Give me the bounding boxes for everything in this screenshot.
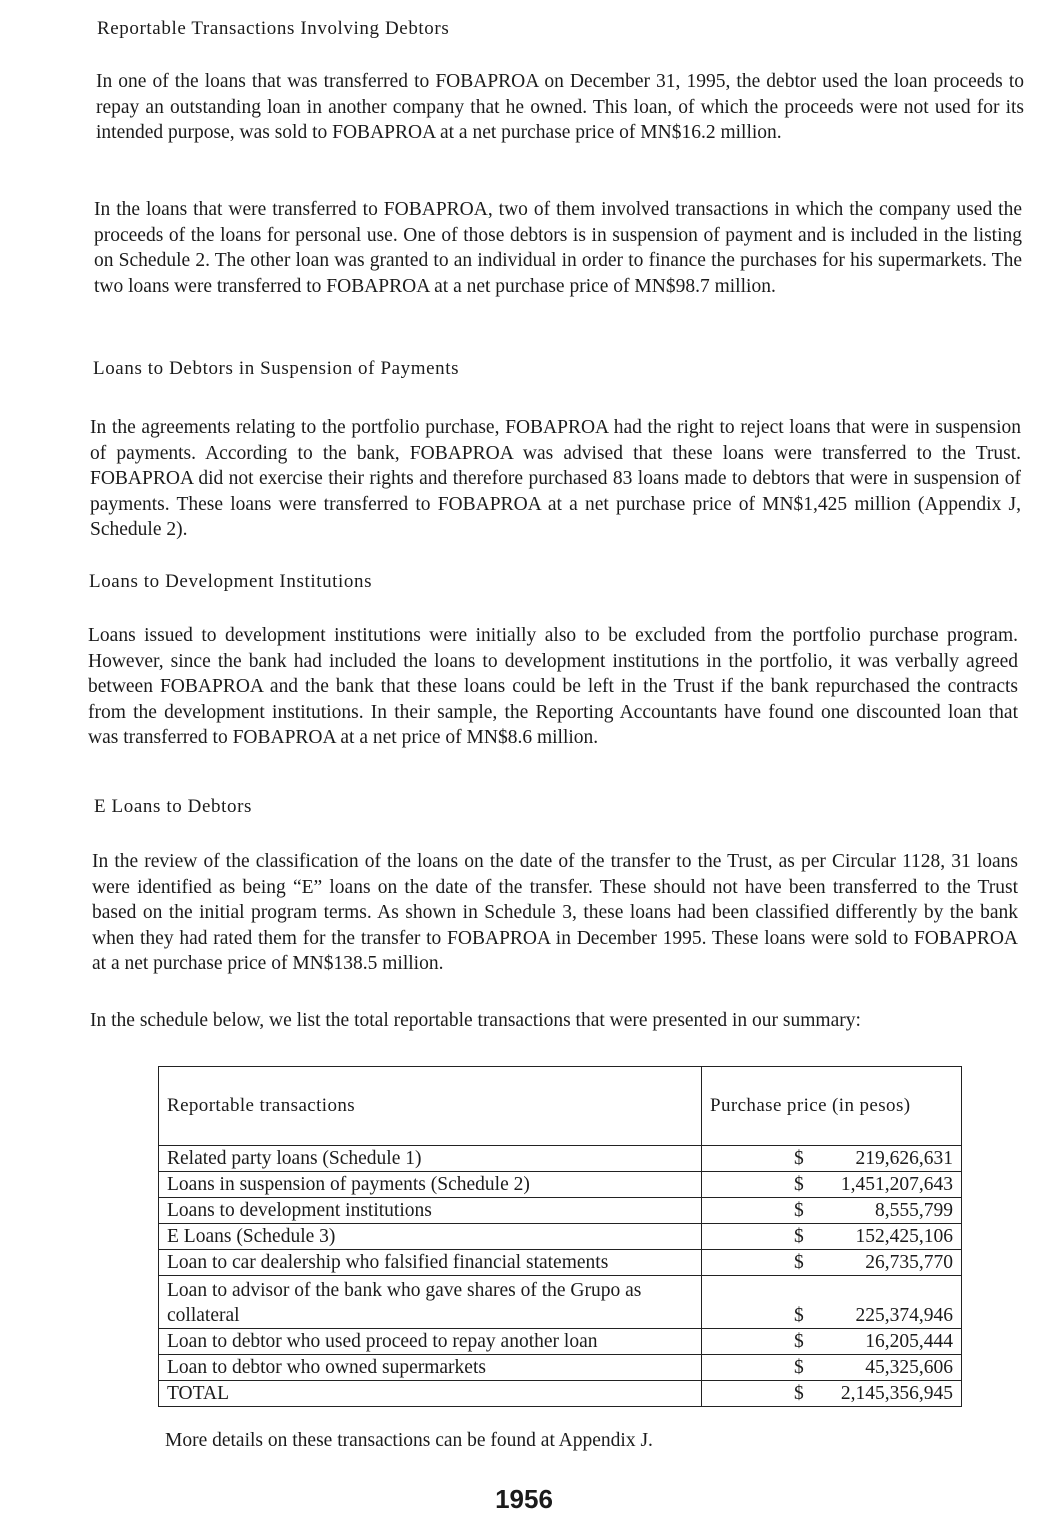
currency-sign: $ — [794, 1226, 804, 1247]
paragraph-e-loans: In the review of the classification of the loans on the date of the transfer to the Trust, as per Circular 1128, 31 loans were identified as being “E” loans on the date of the transfer. These should not have been transferred to the Trust based on the initial program terms. As shown in Schedule 3, these loans had been classified differently by the bank when they had rated them for the transfer to FOBAPROA in December 1995. These loans were sold to FOBAPROA at a net purchase price of MN$138.5 million. — [92, 851, 1018, 974]
paragraph-suspension: In the agreements relating to the portfolio purchase, FOBAPROA had the right to reject loans that were in suspension of payments. According to the bank, FOBAPROA was advised that these loans were transferred to the Trust. FOBAPROA did not exercise their rights and therefore purchased 83 loans made to debtors that were in suspension of payments. These loans were transferred to FOBAPROA at a net purchase price of MN$1,425 million (Appendix J, Schedule 2). — [90, 417, 1021, 540]
row-amount: 45,325,606 — [865, 1357, 953, 1378]
row-label: Loan to debtor who owned supermarkets — [159, 1355, 702, 1381]
row-label: Loan to car dealership who falsified financial statements — [159, 1250, 702, 1276]
row-price — [702, 1250, 962, 1276]
section-heading-e-loans: E Loans to Debtors — [94, 796, 253, 817]
table-row — [159, 1172, 962, 1198]
row-price — [702, 1172, 962, 1198]
table-header-row — [159, 1067, 962, 1146]
table-row — [159, 1224, 962, 1250]
page-number: 1956 — [495, 1484, 553, 1514]
currency-sign: $ — [794, 1305, 804, 1326]
currency-sign: $ — [794, 1383, 804, 1404]
row-label: Loans to development institutions — [159, 1198, 702, 1224]
table-row — [159, 1329, 962, 1355]
row-price — [702, 1276, 962, 1329]
currency-sign: $ — [794, 1357, 804, 1378]
total-price — [702, 1381, 962, 1407]
currency-sign: $ — [794, 1148, 804, 1169]
row-amount: 219,626,631 — [855, 1148, 953, 1169]
table-total-row — [159, 1381, 962, 1407]
row-label: Loan to advisor of the bank who gave shares of the Grupo as collateral — [159, 1276, 702, 1329]
table-row — [159, 1250, 962, 1276]
row-price — [702, 1355, 962, 1381]
row-price — [702, 1198, 962, 1224]
section-heading-debtors: Reportable Transactions Involving Debtors — [97, 18, 450, 39]
currency-sign: $ — [794, 1200, 804, 1221]
section-heading-suspension: Loans to Debtors in Suspension of Payments — [93, 358, 460, 379]
row-price — [702, 1224, 962, 1250]
table-row — [159, 1276, 962, 1329]
paragraph-loan-repay: In one of the loans that was transferred to FOBAPROA on December 31, 1995, the debtor used the loan proceeds to repay an outstanding loan in another company that he owned. This loan, of which the proceeds were not used for its intended purpose, was sold to FOBAPROA at a net purchase price of MN$16.2 million. — [96, 71, 1024, 143]
column-header-price: Purchase price (in pesos) — [702, 1067, 962, 1146]
row-amount: 16,205,444 — [865, 1331, 953, 1352]
section-heading-development: Loans to Development Institutions — [89, 571, 373, 592]
table-row — [159, 1198, 962, 1224]
reportable-transactions-table — [158, 1066, 962, 1407]
schedule-intro: In the schedule below, we list the total reportable transactions that were presented in our summary: — [90, 1010, 861, 1031]
currency-sign: $ — [794, 1174, 804, 1195]
row-amount: 26,735,770 — [865, 1252, 953, 1273]
row-amount: 8,555,799 — [875, 1200, 953, 1221]
paragraph-personal-use: In the loans that were transferred to FOBAPROA, two of them involved transactions in which the company used the proceeds of the loans for personal use. One of those debtors is in suspension of payment and is included in the listing on Schedule 2. The other loan was granted to an individual in order to finance the purchases for his supermarkets. The two loans were transferred to FOBAPROA at a net purchase price of MN$98.7 million. — [94, 199, 1022, 297]
currency-sign: $ — [794, 1331, 804, 1352]
total-label: TOTAL — [159, 1381, 702, 1407]
row-label: Loans in suspension of payments (Schedule 2) — [159, 1172, 702, 1198]
row-amount: 225,374,946 — [855, 1305, 953, 1326]
row-price — [702, 1146, 962, 1172]
total-amount: 2,145,356,945 — [840, 1383, 953, 1404]
row-label: E Loans (Schedule 3) — [159, 1224, 702, 1250]
row-label: Loan to debtor who used proceed to repay another loan — [159, 1329, 702, 1355]
row-amount: 1,451,207,643 — [840, 1174, 953, 1195]
column-header-transactions: Reportable transactions — [159, 1067, 702, 1146]
row-amount: 152,425,106 — [855, 1226, 953, 1247]
row-label: Related party loans (Schedule 1) — [159, 1146, 702, 1172]
table-row — [159, 1355, 962, 1381]
paragraph-development: Loans issued to development institutions were initially also to be excluded from the portfolio purchase program. However, since the bank had included the loans to development institutions in the portfolio, it was verbally agreed between FOBAPROA and the bank that these loans could be left in the Trust if the bank repurchased the contracts from the development institutions. In their sample, the Reporting Accountants have found one discounted loan that was transferred to FOBAPROA at a net price of MN$8.6 million. — [88, 625, 1018, 748]
footnote: More details on these transactions can be found at Appendix J. — [165, 1430, 653, 1451]
row-price — [702, 1329, 962, 1355]
table-row — [159, 1146, 962, 1172]
currency-sign: $ — [794, 1252, 804, 1273]
